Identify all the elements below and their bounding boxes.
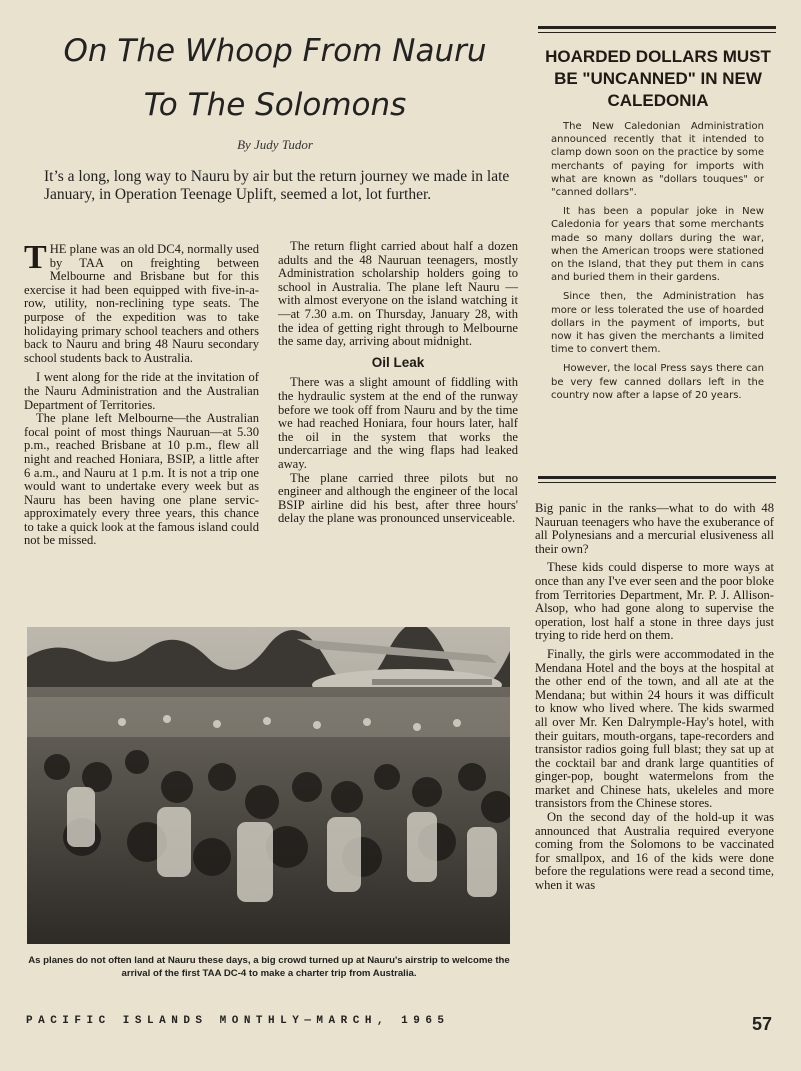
sidebar-paragraph: It has been a popular joke in New Caledonia for years that some merchants made so many dollars during the war, when the American troops were stationed on the Island, that they put them in cans and buried them in their gardens. <box>551 206 764 284</box>
paragraph: Big panic in the ranks—what to do with 48 Nauruan teenagers who have the exuberance of all Polynesians and a mercurial elusiveness all their own? <box>535 501 774 556</box>
sidebar-headline: HOARDED DOLLARS MUST BE "UNCANNED" IN NEW CALEDONIA <box>545 47 771 110</box>
drop-cap: T <box>24 239 47 276</box>
article-column-1 <box>24 239 259 548</box>
paragraph: THE plane was an old DC4, normally used by TAA on freighting between Melbourne and Brisbane but for this exercise it had been equipped with five-in-a-row, utility, non-reclining type seats. The purpose of the expedition was to take holidaying primary school teachers and others back to Nauru and bring 48 Nauru secondary school students back to Australia. <box>24 239 259 365</box>
article-column-3 <box>535 502 774 893</box>
article-title-line-2: To The Solomons <box>143 87 407 123</box>
byline: By Judy Tudor <box>237 137 313 152</box>
airstrip-crowd-photo <box>27 627 510 944</box>
paragraph: There was a slight amount of fiddling with the hydraulic system at the end of the runway before we took off from Nauru and by the time we had reached Honiara, four hours later, half the oil in the system that works the undercarriage and the wing flaps had leaked away. <box>278 375 518 471</box>
paragraph: The plane left Melbourne—the Australian focal point of most things Nauruan—at 5.30 p.m., reached Brisbane at 10 p.m., flew all night and reached Honiara, BSIP, a little after 6 a.m., and Nauru at 1 p.m. It is not a trip one would want to undertake every week but as Nauru has been having one plane servic- approximately every three years, this chance to take a quick look at the famous island could not be missed. <box>24 411 259 548</box>
sidebar-bottom-rule-thin <box>538 482 776 483</box>
page-number: 57 <box>752 1014 773 1034</box>
sidebar-top-rule <box>538 26 776 29</box>
paragraph: The plane carried three pilots but no engineer and although the engineer of the local BSIP airline did his best, after three hours' delay the plane was pronounced unserviceable. <box>278 470 518 526</box>
subheading-oil-leak: Oil Leak <box>371 354 425 370</box>
sidebar-body <box>551 120 764 408</box>
photo-illustration <box>27 627 510 944</box>
paragraph: These kids could disperse to more ways at once than any I've ever seen and the poor bloke from Territories Department, Mr. P. J. Allison-Alsop, who had gone along to supervise the operation, lost half a stone in three days just trying to ride herd on them. <box>535 560 775 643</box>
sidebar-paragraph: The New Caledonian Administration announced recently that it intended to clamp down soon on the practice by some merchants of paying for imports with what are known as "dollars touques" or "canned dollars". <box>551 121 764 199</box>
paragraph: Finally, the girls were accommodated in the Mendana Hotel and the boys at the hospital at the other end of the town, and all ate at the Mendana; but within 24 hours it was difficult to know who lived where. The kids swarmed all over Mr. Ken Dalrymple-Hay's hotel, with their guitars, mouth-organs, tape-recorders and transistor radios going full blast; they sat up at the cocktail bar and drank large quantities of ginger-pop, bought watermelons from the market and Chinese hats, ukeleles and more transistors from the Chinese stores. <box>535 646 774 811</box>
article-column-2 <box>278 240 518 526</box>
sidebar-bottom-rule <box>538 476 776 479</box>
paragraph: The return flight carried about half a dozen adults and the 48 Nauruan teenagers, mostly Administration scholarship holders going to school in Australia. The plane left Nauru —with almost everyone on the island watching it—at 7.30 a.m. on Thursday, January 28, with the idea of getting right through to Melbourne the same day, arriving about midnight. <box>278 239 518 349</box>
sidebar-top-rule-thin <box>538 32 776 33</box>
article-intro: It’s a long, long way to Nauru by air but the return journey we made in late January, in Operation Teenage Uplift, seemed a lot, lot further. <box>44 168 510 203</box>
paragraph: I went along for the ride at the invitation of the Nauru Administration and the Australian Department of Territories. <box>24 370 259 412</box>
article-title-line-1: On The Whoop From Nauru <box>63 33 487 69</box>
paragraph: On the second day of the hold-up it was announced that Australia required everyone coming from the Solomons to be vaccinated for smallpox, and 16 of the kids were done before the regulations were read a second time, when it was <box>535 810 774 893</box>
running-footer: PACIFIC ISLANDS MONTHLY—MARCH, 1965 <box>26 1015 450 1027</box>
article-title <box>30 24 520 132</box>
photo-caption: As planes do not often land at Nauru these days, a big crowd turned up at Nauru's airstrip to welcome the arrival of the first TAA DC-4 to make a charter trip from Australia. <box>28 955 510 979</box>
sidebar-paragraph: However, the local Press says there can be very few canned dollars left in the country now after a lapse of 20 years. <box>551 363 764 401</box>
sidebar-paragraph: Since then, the Administration has more or less tolerated the use of hoarded dollars in the payment of imports, but now it has given the merchants a limited time to convert them. <box>551 291 764 356</box>
